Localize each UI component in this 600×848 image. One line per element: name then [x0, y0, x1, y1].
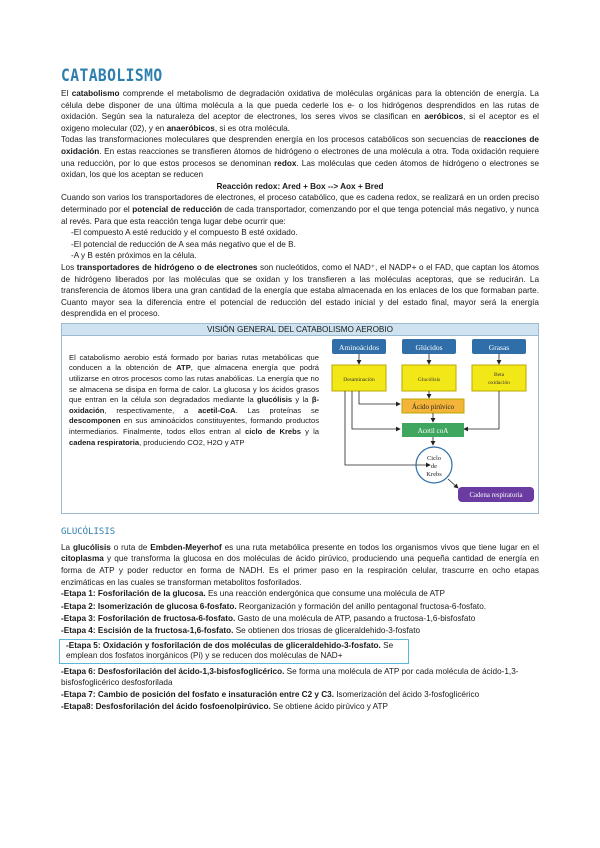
box-title: VISIÓN GENERAL DEL CATABOLISMO AEROBIO: [62, 324, 538, 336]
bold-term: ciclo de Krebs: [245, 427, 301, 437]
step-item: [61, 601, 539, 613]
text: , que almacena energía que podrá utilizarse en otros procesos como las rutas anabólicas. La energía que no se almacena se disipa en forma de calor. La glucosa y los ácidos grasos que entran en la célula son degradados mediante la: [69, 363, 319, 405]
text: en sus aminoácidos constituyentes, formando productos intermediarios. Finalmente, todos ellos entran al: [69, 416, 319, 437]
bold-term: cadena respiratoria: [69, 437, 140, 447]
text: , si es otra molécula.: [214, 123, 290, 133]
bold-term: ATP: [176, 363, 191, 373]
section-title-glucolisis: GLUCÓLISIS: [61, 526, 116, 537]
bold-term: redox: [274, 158, 297, 168]
bold-term: acetil-CoA: [198, 405, 236, 415]
text: de cada transportador, comenzando por el que tenga potencial más negativo, y nunca al revés. Para que esta reacción tenga lugar debe ocurrir que:: [61, 204, 539, 226]
paragraph-glucolisis: [61, 542, 539, 588]
acetil-coa-label: Acetil coA: [417, 426, 449, 435]
bold-term: potencial de reducción: [132, 204, 222, 214]
step-text: Reorganización y formación del anillo pentagonal fructosa-6-fosfato.: [236, 601, 487, 611]
piruvico-label: Ácido pirúvico: [411, 402, 455, 411]
text: son nucleótidos, como el NAD⁺, el NADP+ o el FAD, que captan los átomos de hidrógeno liberados por las moléculas que se oxidan y los transfieren a las moléculas aceptoras, que se reducirán. La transferencia de átomos libera una gran cantidad de la energía que estaba almacenada en los enlaces de los que formaban parte. Cuanto mayor sea la diferencia entre el potencial de reducción del estado inicial y del estado final, mayor será la energía desprendida en el proceso.: [61, 262, 539, 319]
cadena-label: Cadena respiratoria: [469, 491, 523, 499]
arrow: [464, 391, 499, 429]
step-item: [61, 588, 539, 600]
beta-oxidacion-box: [472, 365, 526, 391]
oxidacion-label: oxidación: [488, 379, 510, 386]
text: y la: [300, 427, 319, 437]
step-item: [61, 689, 539, 701]
text: El catabolismo aerobio está formado por barias rutas metabólicas que conducen a la obtención de: [69, 352, 319, 373]
text: y la: [292, 395, 312, 405]
text: . En estas reacciones se transfieren átomos de hidrógeno o electrones de una molécula a otra. Toda oxidación requiere una reducción, por lo que estos procesos se denominan: [61, 146, 539, 168]
beta-label: Beta: [493, 371, 505, 378]
page-title: CATABOLISMO: [61, 66, 163, 86]
bold-term: anaeróbicos: [166, 123, 215, 133]
text: , respectivamente, a: [104, 405, 198, 415]
step-item: [61, 613, 539, 625]
text: , produciendo CO2, H2O y ATP: [139, 437, 245, 447]
step-text: Se emplean dos fosfatos inorgánicos (Pi) y se reducen dos moléculas de NAD+: [66, 640, 394, 661]
step-heading: -Etapa8: Desfosforilación del ácido fosfoenolpirúvico.: [61, 702, 271, 712]
text: Cuando son varios los transportadores de electrones, el proceso catabólico, que es cadena redox, se realizará en un orden preciso determinado por el: [61, 193, 539, 214]
step-heading: -Etapa 2: Isomerización de glucosa 6-fosfato.: [61, 601, 237, 611]
step-text: Es una reacción endergónica que consume una molécula de ATP: [205, 589, 445, 599]
bold-term: glucólisis: [257, 395, 293, 405]
bold-term: reacciones de oxidación: [61, 135, 539, 156]
step-text: Gasto de una molécula de ATP, pasando a fructosa-1,6-bisfosfato: [235, 614, 476, 624]
step-heading: -Etapa 1: Fosforilación de la glucosa.: [61, 589, 206, 599]
step-heading: -Etapa 6: Desfosforilación del ácido-1,3-bisfosfoglicérico.: [61, 666, 285, 676]
text: . Las proteínas se: [235, 405, 319, 415]
krebs-label: Krebs: [426, 470, 442, 478]
glucidos-label: Glúcidos: [415, 342, 443, 352]
arrow: [448, 479, 458, 488]
text: La: [61, 542, 74, 552]
bold-term: transportadores de hidrógeno o de electrones: [76, 262, 258, 272]
step-heading: -Etapa 3: Fosforilación de fructosa-6-fosfato.: [61, 614, 236, 624]
document-page: [61, 66, 539, 714]
bold-term: aeróbicos: [424, 112, 464, 122]
step-heading: -Etapa 7: Cambio de posición del fosfato e insaturación entre C2 y C3.: [61, 690, 334, 700]
text: El: [61, 89, 72, 98]
grasas-label: Grasas: [488, 342, 510, 352]
text: . Las moléculas que ceden átomos de hidrógeno o electrones se oxidan, los que los aceptan se reducen: [61, 158, 540, 180]
text: , si el aceptor es el oxigeno molecular (02), y en: [61, 112, 539, 133]
step-item: [61, 701, 539, 713]
aminoacidos-label: Aminoácidos: [339, 342, 379, 352]
catabolism-diagram: [330, 337, 535, 513]
step-text: Se obtiene ácido pirúvico y ATP: [270, 702, 389, 712]
text: Los: [61, 262, 77, 272]
list-item: -El compuesto A esté reducido y el compuesto B esté oxidado.: [71, 228, 298, 238]
bold-term: citoplasma: [61, 554, 104, 564]
desaminacion-label: Desaminación: [343, 376, 375, 383]
step-item: [61, 666, 539, 689]
overview-box: [61, 323, 539, 514]
step-item: [61, 625, 539, 637]
glucolisis-label: Glucólisis: [417, 376, 441, 383]
step-text: Isomerización del ácido 3-fosfoglicérico: [333, 690, 480, 700]
bold-term: glucólisis: [73, 542, 111, 552]
step-heading: -Etapa 4: Escisión de la fructosa-1,6-fosfato.: [61, 626, 234, 636]
step-item-highlighted: [59, 639, 409, 664]
bold-term: Embden-Meyerhof: [150, 542, 222, 552]
bold-term: descomponen: [69, 416, 121, 426]
text: y que transforma la glucosa en dos moléculas de ácido pirúvico, produciendo una pequeña cantidad de energía en forma de ATP y poder reductor en forma de NADH. Es el primer paso en la respiración celular, trascurre en ocho etapas enzimáticas en las cuales se transforman metabolitos fosforilados.: [61, 554, 539, 587]
ciclo-label: Ciclo: [426, 454, 442, 462]
step-heading: -Etapa 5: Oxidación y fosforilación de dos moléculas de gliceraldehido-3-fosfato.: [66, 640, 381, 650]
paragraph-transportadores: [61, 262, 539, 320]
arrow: [359, 391, 400, 404]
list-item: -A y B estén próximos en la célula.: [71, 251, 197, 261]
step-text: Se forma una molécula de ATP por cada molécula de ácido-1,3-bisfosfoglicérico desfosforilada: [61, 666, 519, 688]
text: Todas las transformaciones moleculares que desprenden energía en los procesos catabólicos son secuencias de: [61, 135, 484, 145]
paragraph-oxidacion: [61, 134, 539, 180]
list-item: -El potencial de reducción de A sea más negativo que el de B.: [71, 239, 296, 249]
redox-equation: [61, 181, 539, 193]
paragraph-catabolismo: [61, 88, 539, 134]
bold-term: catabolismo: [71, 89, 120, 98]
redox-formula: Reacción redox: Ared + Box --> Aox + Bred: [216, 181, 384, 191]
de-label: de: [430, 462, 438, 470]
text: comprende el metabolismo de degradación oxidativa de moléculas orgánicas para la obtención de energía. La célula debe disponer de una última molécula a la que pueda cederle los e- o los hidrógenos desprendidos en las rutas de oxidación. Según sea la naturaleza del aceptor de electrones, los seres vivos se clasifican en: [61, 89, 539, 122]
box-text: [69, 353, 319, 448]
step-text: Se obtienen dos triosas de gliceraldehido-3-fosfato: [233, 626, 421, 636]
paragraph-potencial: [61, 192, 539, 227]
bold-term: β-oxidación: [69, 395, 319, 415]
text: es una ruta metabólica presente en todos los organismos vivos que tiene lugar en el: [221, 542, 539, 552]
text: o ruta de: [110, 542, 151, 552]
